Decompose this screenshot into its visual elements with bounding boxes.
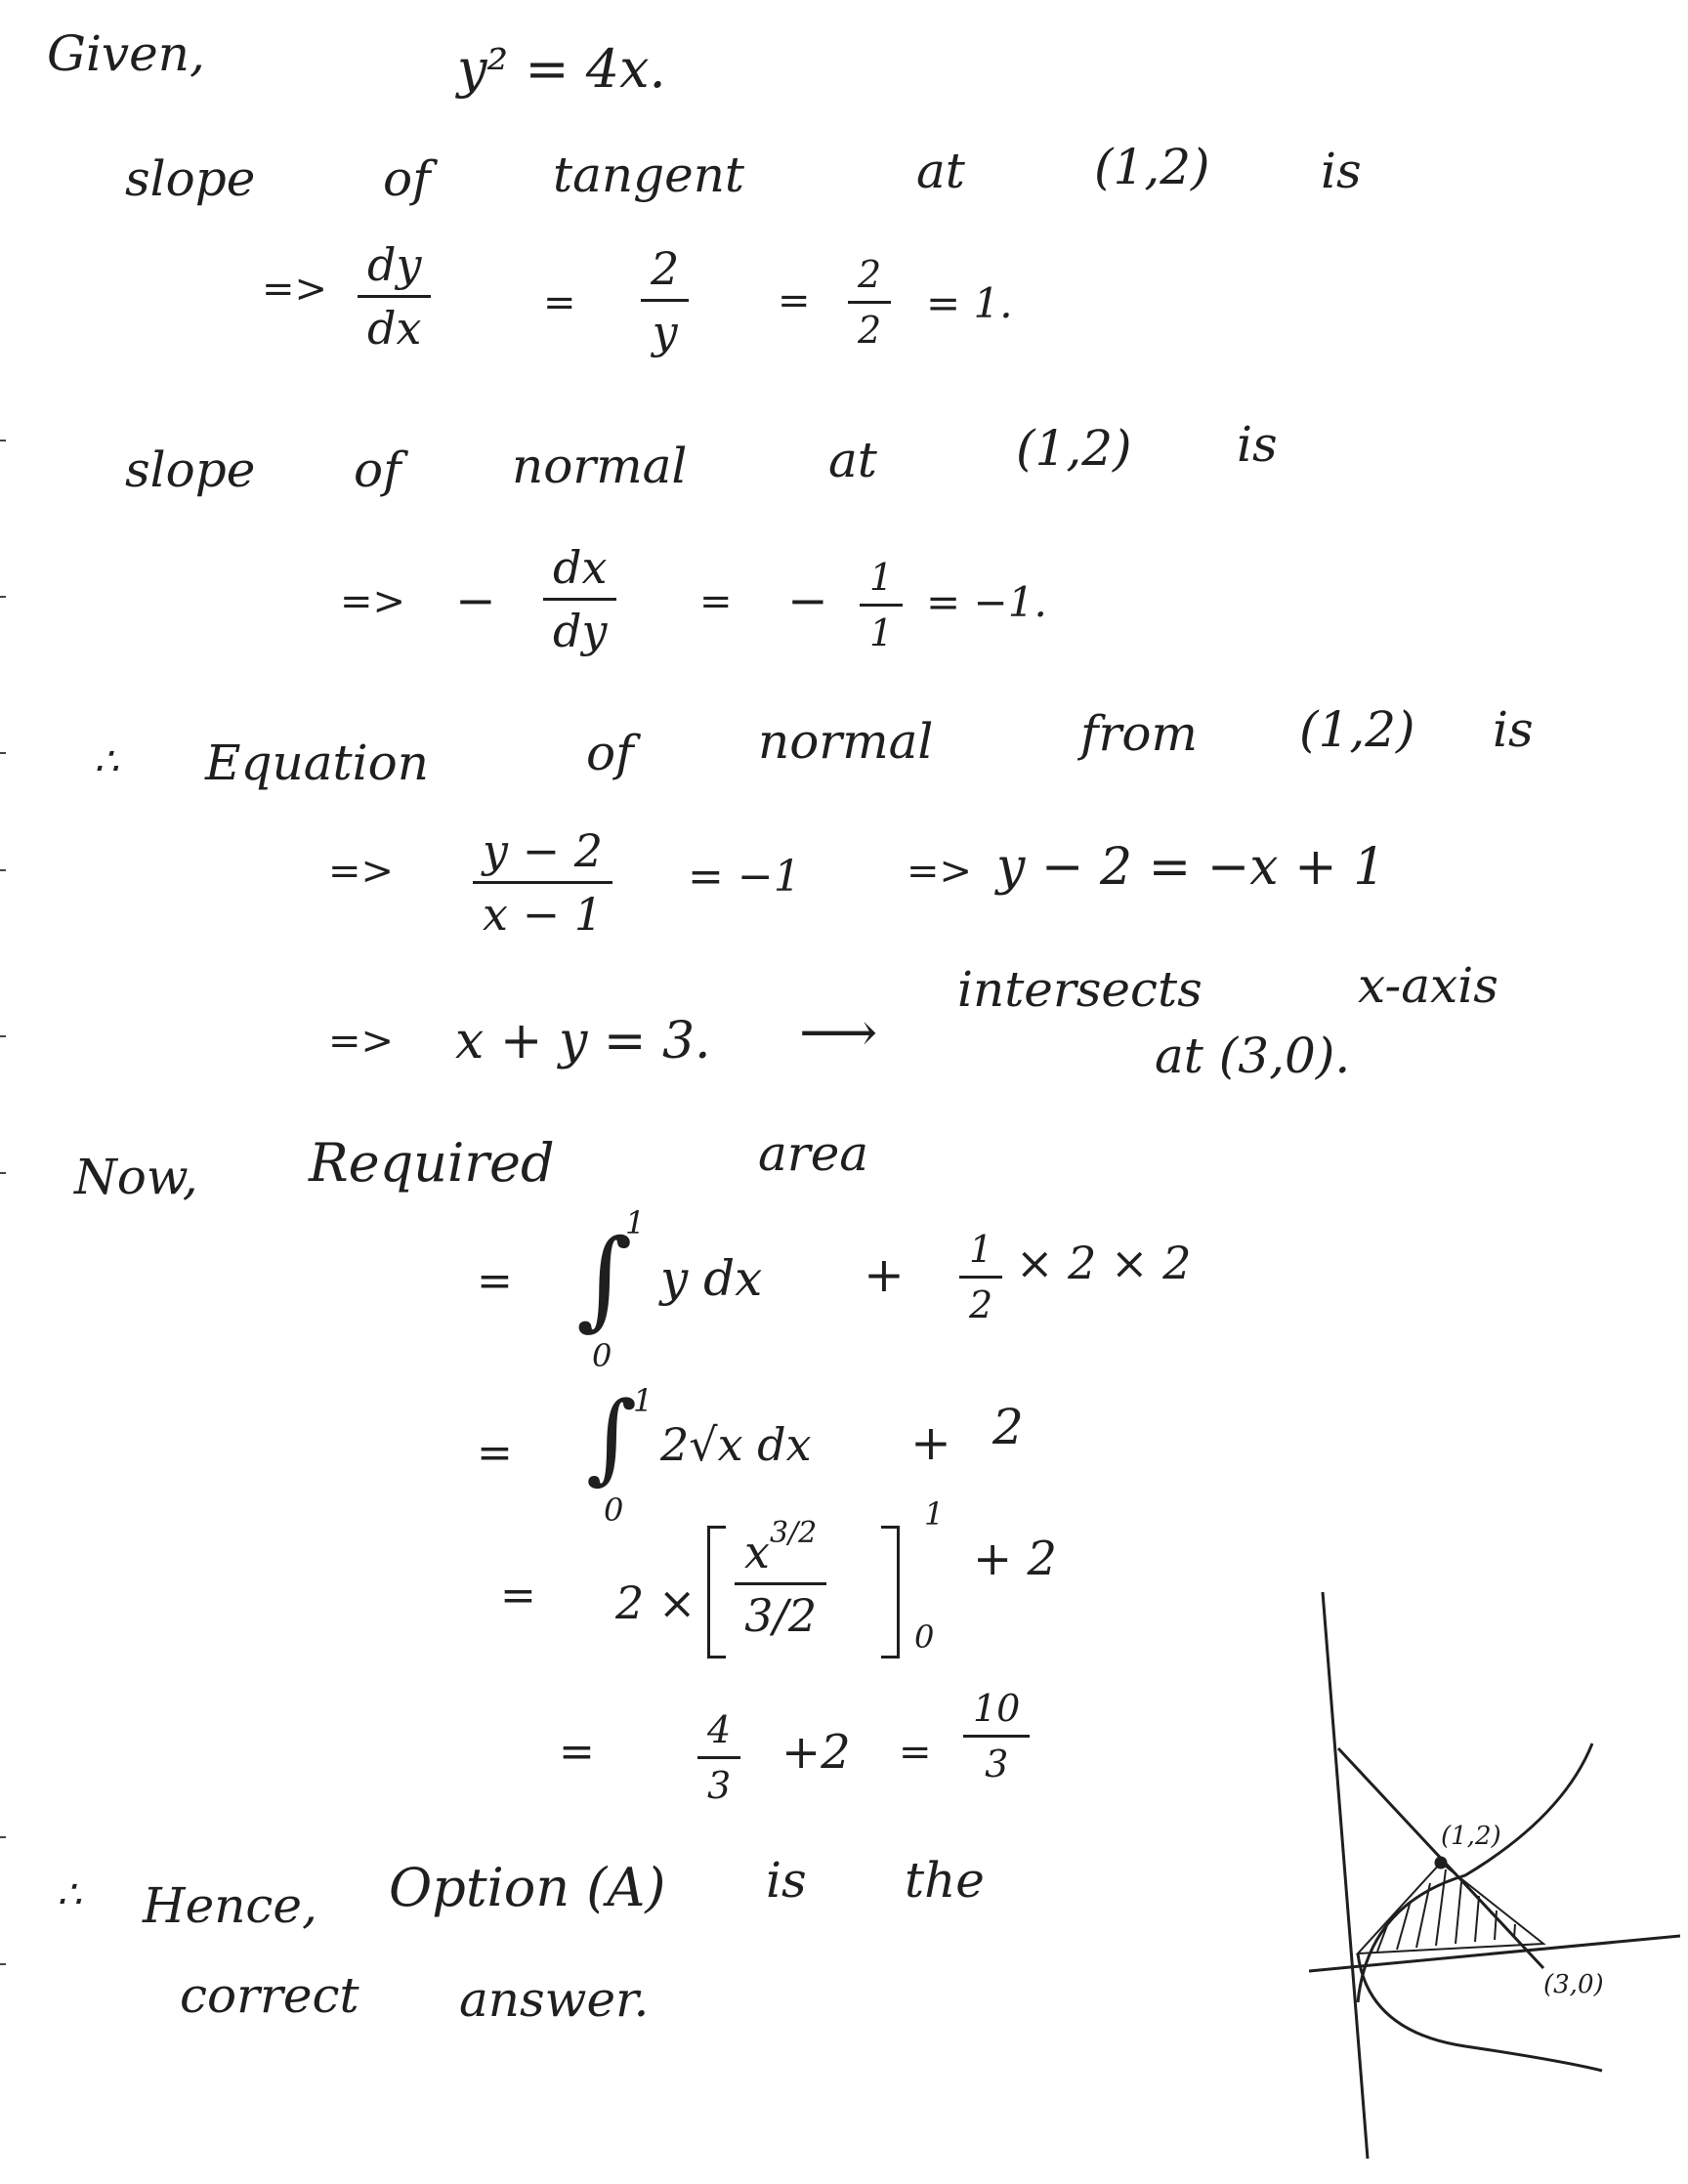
fraction-numerator bbox=[735, 1516, 826, 1582]
margin-mark bbox=[0, 869, 6, 871]
normal-heading-word: is bbox=[1237, 416, 1278, 473]
therefore-symbol: ∴ bbox=[94, 739, 119, 784]
given-label: Given, bbox=[47, 25, 205, 82]
margin-mark bbox=[0, 1172, 6, 1174]
conclusion-word: is bbox=[766, 1852, 807, 1909]
normal-dxdy bbox=[543, 541, 616, 657]
equation-heading-word: (1,2) bbox=[1299, 701, 1415, 758]
equation-heading-word: normal bbox=[758, 713, 934, 770]
conclusion-word: Hence, bbox=[143, 1877, 317, 1934]
tangent-result: = 1. bbox=[926, 279, 1013, 327]
plus-constant: + 2 bbox=[973, 1532, 1058, 1586]
plus-sign: + bbox=[910, 1414, 951, 1471]
power-exponent: 3/2 bbox=[769, 1516, 818, 1550]
tangent-heading-word: tangent bbox=[553, 147, 744, 203]
given-equation: y² = 4x. bbox=[457, 38, 666, 100]
tangent-2-over-2 bbox=[848, 253, 891, 352]
fraction-numerator: 1 bbox=[969, 1228, 993, 1271]
intersects-word: intersects bbox=[957, 961, 1203, 1018]
tangent-heading-word: is bbox=[1321, 143, 1362, 199]
fraction-numerator: y − 2 bbox=[483, 824, 604, 877]
fraction-denominator: 3 bbox=[985, 1743, 1009, 1785]
half-fraction bbox=[959, 1228, 1002, 1326]
tangent-heading-word: (1,2) bbox=[1094, 139, 1210, 195]
fraction-numerator: dx bbox=[553, 541, 608, 594]
required-word: Required bbox=[309, 1132, 555, 1194]
triangle-product: × 2 × 2 bbox=[1016, 1237, 1192, 1289]
area-word: area bbox=[758, 1125, 869, 1182]
equation-heading-word: of bbox=[586, 725, 634, 781]
point-label: (1,2) bbox=[1441, 1822, 1501, 1851]
integrand: y dx bbox=[660, 1250, 763, 1307]
integral-sign: ∫ bbox=[586, 1380, 638, 1494]
equals-sign: = bbox=[778, 278, 811, 323]
equals-sign: = bbox=[500, 1571, 536, 1620]
y-axis bbox=[1323, 1592, 1368, 2159]
fraction-numerator: 10 bbox=[973, 1687, 1021, 1730]
tangent-heading-word: slope bbox=[125, 150, 256, 207]
left-bracket bbox=[707, 1526, 726, 1659]
fraction-denominator: dy bbox=[553, 605, 608, 657]
fraction-denominator: 1 bbox=[869, 611, 894, 654]
normal-heading-word: (1,2) bbox=[1016, 420, 1132, 477]
equation-implies: => bbox=[328, 849, 395, 894]
normal-implies: => bbox=[340, 579, 406, 624]
equation-implies: => bbox=[907, 849, 973, 894]
conclusion-word: Option (A) bbox=[389, 1857, 666, 1918]
tangent-dydx bbox=[358, 238, 431, 355]
plus-sign: + bbox=[864, 1246, 905, 1303]
integral-sign: ∫ bbox=[576, 1216, 633, 1341]
fraction-numerator: 2 bbox=[651, 242, 680, 295]
final-area-fraction bbox=[963, 1687, 1030, 1785]
normal-slope-fraction bbox=[473, 824, 612, 941]
integrand: 2√x dx bbox=[660, 1418, 812, 1471]
margin-mark bbox=[0, 440, 6, 441]
normal-heading-word: at bbox=[828, 432, 877, 488]
region-sketch bbox=[1309, 1582, 1680, 2168]
minus-sign: − bbox=[787, 572, 828, 629]
equals-sign: = bbox=[559, 1727, 595, 1777]
fraction-denominator: x − 1 bbox=[483, 888, 604, 941]
equals-sign: = bbox=[477, 1428, 513, 1478]
tangent-2-over-y bbox=[641, 242, 689, 358]
fraction-denominator: 2 bbox=[858, 309, 882, 352]
equation-heading-word: from bbox=[1080, 705, 1198, 762]
conclusion-word: correct bbox=[180, 1967, 359, 2024]
margin-mark bbox=[0, 1836, 6, 1838]
tangent-heading-word: of bbox=[383, 150, 431, 207]
integral-lower-limit: 0 bbox=[592, 1337, 612, 1374]
intersection-point-note: at (3,0). bbox=[1155, 1028, 1351, 1084]
power-base: x bbox=[744, 1526, 770, 1578]
four-thirds-fraction bbox=[697, 1708, 740, 1807]
intercept-label: (3,0) bbox=[1543, 1970, 1604, 1999]
normal-rhs: = −1 bbox=[688, 852, 801, 902]
fraction-denominator: y bbox=[652, 306, 678, 358]
margin-mark bbox=[0, 1035, 6, 1037]
conclusion-word: the bbox=[905, 1852, 985, 1909]
fraction-denominator: 3/2 bbox=[744, 1589, 818, 1642]
fraction-numerator: dy bbox=[367, 238, 422, 291]
arrow-icon: ⟶ bbox=[799, 1001, 878, 1065]
now-label: Now, bbox=[74, 1149, 198, 1205]
fraction-numerator: 4 bbox=[707, 1708, 732, 1751]
equals-sign: = bbox=[477, 1256, 513, 1306]
tangent-implies: => bbox=[262, 267, 328, 312]
bracket-upper-limit: 1 bbox=[924, 1495, 945, 1533]
normal-heading-word: of bbox=[354, 441, 401, 498]
bracket-lower-limit: 0 bbox=[914, 1618, 935, 1656]
point-1-2 bbox=[1436, 1858, 1446, 1868]
normal-heading-word: slope bbox=[125, 441, 256, 498]
antiderivative-fraction bbox=[735, 1516, 826, 1642]
integral-upper-limit: 1 bbox=[625, 1204, 646, 1241]
constant-term: 2 bbox=[992, 1399, 1024, 1455]
margin-mark bbox=[0, 596, 6, 598]
normal-step2: y − 2 = −x + 1 bbox=[996, 838, 1386, 897]
equation-heading-word: is bbox=[1493, 701, 1534, 758]
plus-two: +2 bbox=[781, 1725, 851, 1780]
equals-sign: = bbox=[543, 280, 576, 325]
equation-implies: => bbox=[328, 1019, 395, 1064]
tangent-heading-word: at bbox=[916, 143, 965, 199]
equals-sign: = bbox=[899, 1730, 932, 1775]
equation-heading-word: Equation bbox=[205, 735, 429, 791]
margin-mark bbox=[0, 752, 6, 754]
integral-upper-limit: 1 bbox=[633, 1382, 654, 1419]
minus-sign: − bbox=[455, 572, 496, 629]
fraction-denominator: 2 bbox=[969, 1283, 993, 1326]
normal-final-equation: x + y = 3. bbox=[455, 1012, 711, 1071]
normal-heading-word: normal bbox=[512, 438, 688, 494]
x-axis-word: x-axis bbox=[1358, 957, 1498, 1014]
margin-mark bbox=[0, 1963, 6, 1965]
normal-1-over-1 bbox=[860, 556, 903, 654]
fraction-denominator: dx bbox=[367, 302, 422, 355]
fraction-numerator: 1 bbox=[869, 556, 894, 599]
conclusion-word: answer. bbox=[459, 1971, 650, 2028]
coefficient: 2 × bbox=[615, 1576, 696, 1629]
fraction-denominator: 3 bbox=[707, 1764, 732, 1807]
integral-lower-limit: 0 bbox=[604, 1491, 624, 1529]
equals-sign: = bbox=[699, 579, 733, 624]
fraction-numerator: 2 bbox=[858, 253, 882, 296]
right-bracket bbox=[881, 1526, 900, 1659]
therefore-symbol: ∴ bbox=[57, 1872, 82, 1917]
normal-result: = −1. bbox=[926, 578, 1047, 626]
